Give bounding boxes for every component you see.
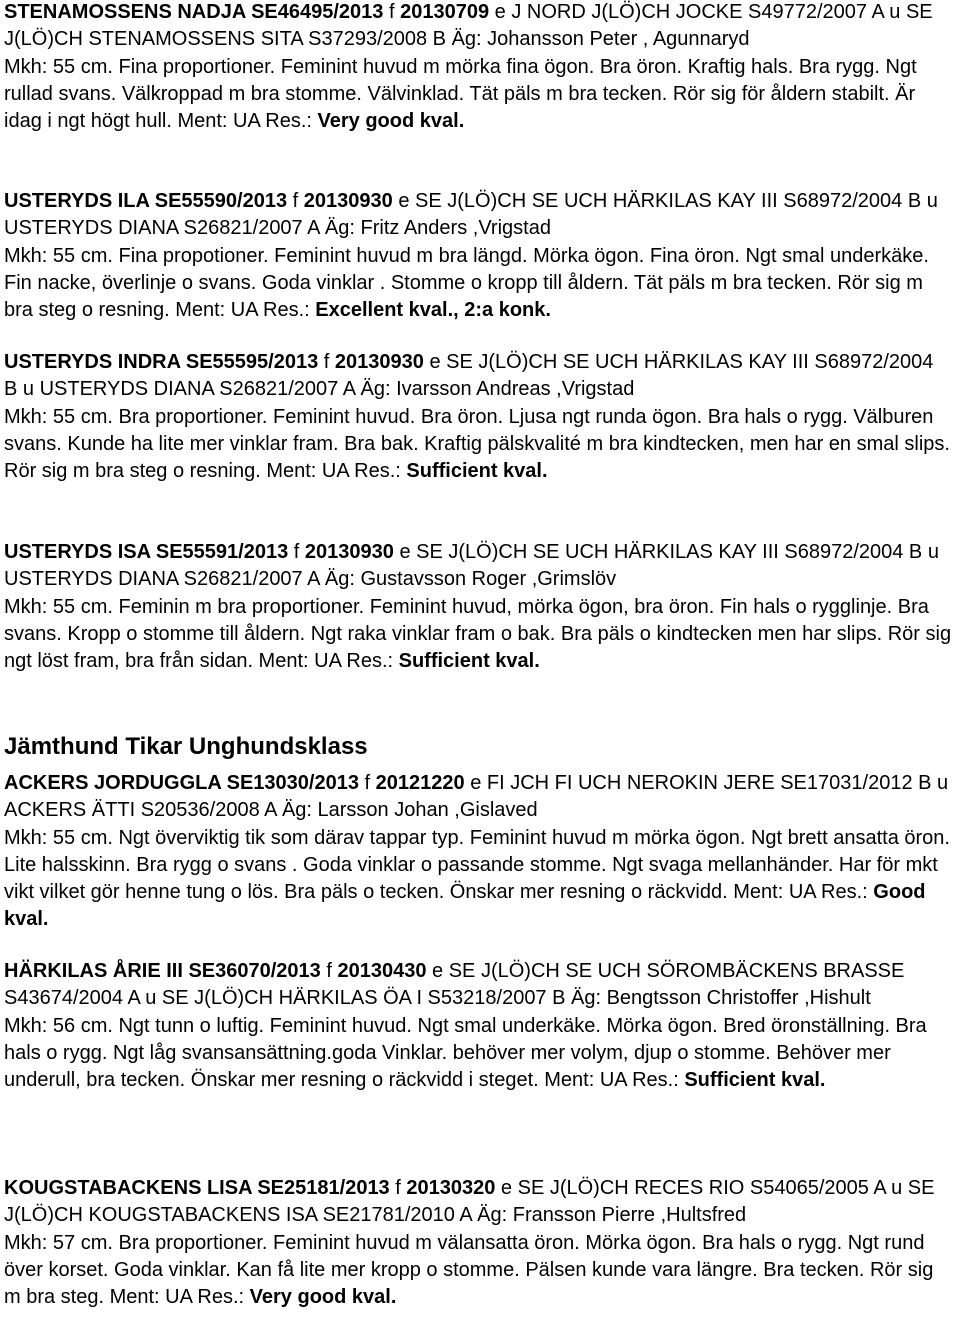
dog-entry	[4, 539, 952, 675]
dog-pedigree: e SE J(LÖ)CH SE UCH HÄRKILAS KAY III S68972/2004 B u USTERYDS DIANA S26821/2007 A Äg: Ivarsson Andreas ,Vrigstad	[4, 351, 934, 401]
dog-sex: f	[388, 1, 395, 23]
dog-critique: Mkh: 57 cm. Bra proportioner. Feminint huvud m välansatta öron. Mörka ögon. Bra hals o rygg. Ngt rund över korset. Goda vinklar. Kan få lite mer kropp o stomme. Pälsen kunde vara längre. Bra tecken. Rör sig m bra steg. Ment: UA Res.:	[4, 1231, 934, 1309]
dog-name: STENAMOSSENS NADJA SE46495/2013	[4, 1, 384, 23]
section-heading: Jämthund Tikar Unghundsklass	[4, 733, 368, 760]
dog-sex: f	[293, 541, 300, 563]
dog-pedigree: e SE J(LÖ)CH SE UCH SÖROMBÄCKENS BRASSE S43674/2004 A u SE J(LÖ)CH HÄRKILAS ÖA I S53218/2007 B Äg: Bengtsson Christoffer ,Hishult	[4, 960, 905, 1010]
dog-name: ACKERS JORDUGGLA SE13030/2013	[4, 772, 359, 794]
dog-entry	[4, 0, 952, 135]
dog-pedigree: e SE J(LÖ)CH SE UCH HÄRKILAS KAY III S68972/2004 B u USTERYDS DIANA S26821/2007 A Äg: Fritz Anders ,Vrigstad	[4, 190, 938, 240]
dog-name: KOUGSTABACKENS LISA SE25181/2013	[4, 1177, 390, 1199]
dog-sex: f	[326, 960, 332, 982]
dog-critique: Mkh: 55 cm. Feminin m bra proportioner. Feminint huvud, mörka ögon, bra öron. Fin hals o rygglinje. Bra svans. Kropp o stomme till åldern. Ngt raka vinklar fram o bak. Bra päls o kindtecken men har slips. Rör sig ngt löst fram, bra från sidan. Ment: UA Res.:	[4, 595, 952, 673]
dog-birth-date: 20121220	[375, 772, 465, 794]
dog-result: Sufficient kval.	[406, 460, 548, 483]
dog-pedigree: e SE J(LÖ)CH RECES RIO S54065/2005 A u SE J(LÖ)CH KOUGSTABACKENS ISA SE21781/2010 A Äg: Fransson Pierre ,Hultsfred	[4, 1177, 935, 1227]
dog-birth-date: 20130430	[337, 960, 427, 982]
dog-result: Sufficient kval.	[684, 1069, 826, 1092]
dog-birth-date: 20130930	[304, 541, 394, 563]
dog-pedigree: e FI JCH FI UCH NEROKIN JERE SE17031/2012 B u ACKERS ÄTTI S20536/2008 A Äg: Larsson Johan ,Gislaved	[4, 772, 949, 822]
dog-entry	[4, 770, 952, 934]
dog-name: USTERYDS ILA SE55590/2013	[4, 190, 288, 212]
dog-entry	[4, 188, 952, 324]
dog-sex: f	[395, 1177, 401, 1199]
dog-name: USTERYDS ISA SE55591/2013	[4, 541, 289, 563]
dog-critique: Mkh: 55 cm. Fina propotioner. Feminint huvud m bra längd. Mörka ögon. Fina öron. Ngt smal underkäke. Fin nacke, överlinje o svans. Goda vinklar . Stomme o kropp till åldern. Tät päls m bra tecken. Rör sig m bra steg o resning. Ment: UA Res.:	[4, 244, 929, 322]
dog-pedigree: e J NORD J(LÖ)CH JOCKE S49772/2007 A u SE J(LÖ)CH STENAMOSSENS SITA S37293/2008 B Äg: Johansson Peter , Agunnaryd	[4, 1, 933, 51]
dog-result: Good kval.	[4, 881, 926, 931]
dog-entry	[4, 349, 952, 485]
dog-entry	[4, 958, 952, 1094]
dog-sex: f	[292, 190, 299, 212]
dog-result: Sufficient kval.	[398, 650, 540, 673]
dog-critique: Mkh: 55 cm. Fina proportioner. Feminint huvud m mörka fina ögon. Bra öron. Kraftig hals. Bra rygg. Ngt rullad svans. Välkroppad m bra stomme. Välvinklad. Tät päls m bra tecken. Rör sig för åldern stabilt. Är idag i ngt högt hull. Ment: UA Res.:	[4, 55, 917, 133]
dog-result: Excellent kval., 2:a konk.	[315, 299, 551, 322]
dog-critique: Mkh: 56 cm. Ngt tunn o luftig. Feminint huvud. Ngt smal underkäke. Mörka ögon. Bred öronställning. Bra hals o rygg. Ngt låg svansansättning.goda Vinklar. behöver mer volym, djup o stomme. Behöver mer underull, bra tecken. Önskar mer resning o räckvidd i steget. Ment: UA Res.:	[4, 1014, 927, 1092]
dog-sex: f	[323, 351, 330, 373]
dog-critique: Mkh: 55 cm. Ngt överviktig tik som därav tappar typ. Feminint huvud m mörka ögon. Ngt brett ansatta öron. Lite halsskinn. Bra rygg o svans . Goda vinklar o passande stomme. Ngt svaga mellanhänder. Har för mkt vikt vilket gör henne tung o lös. Bra päls o tecken. Önskar mer resning o räckvidd. Ment: UA Res.:	[4, 826, 950, 904]
dog-result: Very good kval.	[317, 110, 465, 133]
dog-pedigree: e SE J(LÖ)CH SE UCH HÄRKILAS KAY III S68972/2004 B u USTERYDS DIANA S26821/2007 A Äg: Gustavsson Roger ,Grimslöv	[4, 541, 939, 591]
dog-entry	[4, 1175, 952, 1311]
dog-result: Very good kval.	[249, 1286, 397, 1309]
dog-name: USTERYDS INDRA SE55595/2013	[4, 351, 319, 373]
dog-birth-date: 20130320	[406, 1177, 496, 1199]
dog-sex: f	[364, 772, 371, 794]
dog-critique: Mkh: 55 cm. Bra proportioner. Feminint huvud. Bra öron. Ljusa ngt runda ögon. Bra hals o rygg. Välburen svans. Kunde ha lite mer vinklar fram. Bra bak. Kraftig pälskvalité m bra kindtecken, men har en smal slips. Rör sig m bra steg o resning. Ment: UA Res.:	[4, 405, 950, 483]
dog-birth-date: 20130709	[400, 1, 490, 23]
dog-birth-date: 20130930	[334, 351, 424, 373]
dog-name: HÄRKILAS ÅRIE III SE36070/2013	[4, 960, 321, 982]
dog-birth-date: 20130930	[303, 190, 393, 212]
